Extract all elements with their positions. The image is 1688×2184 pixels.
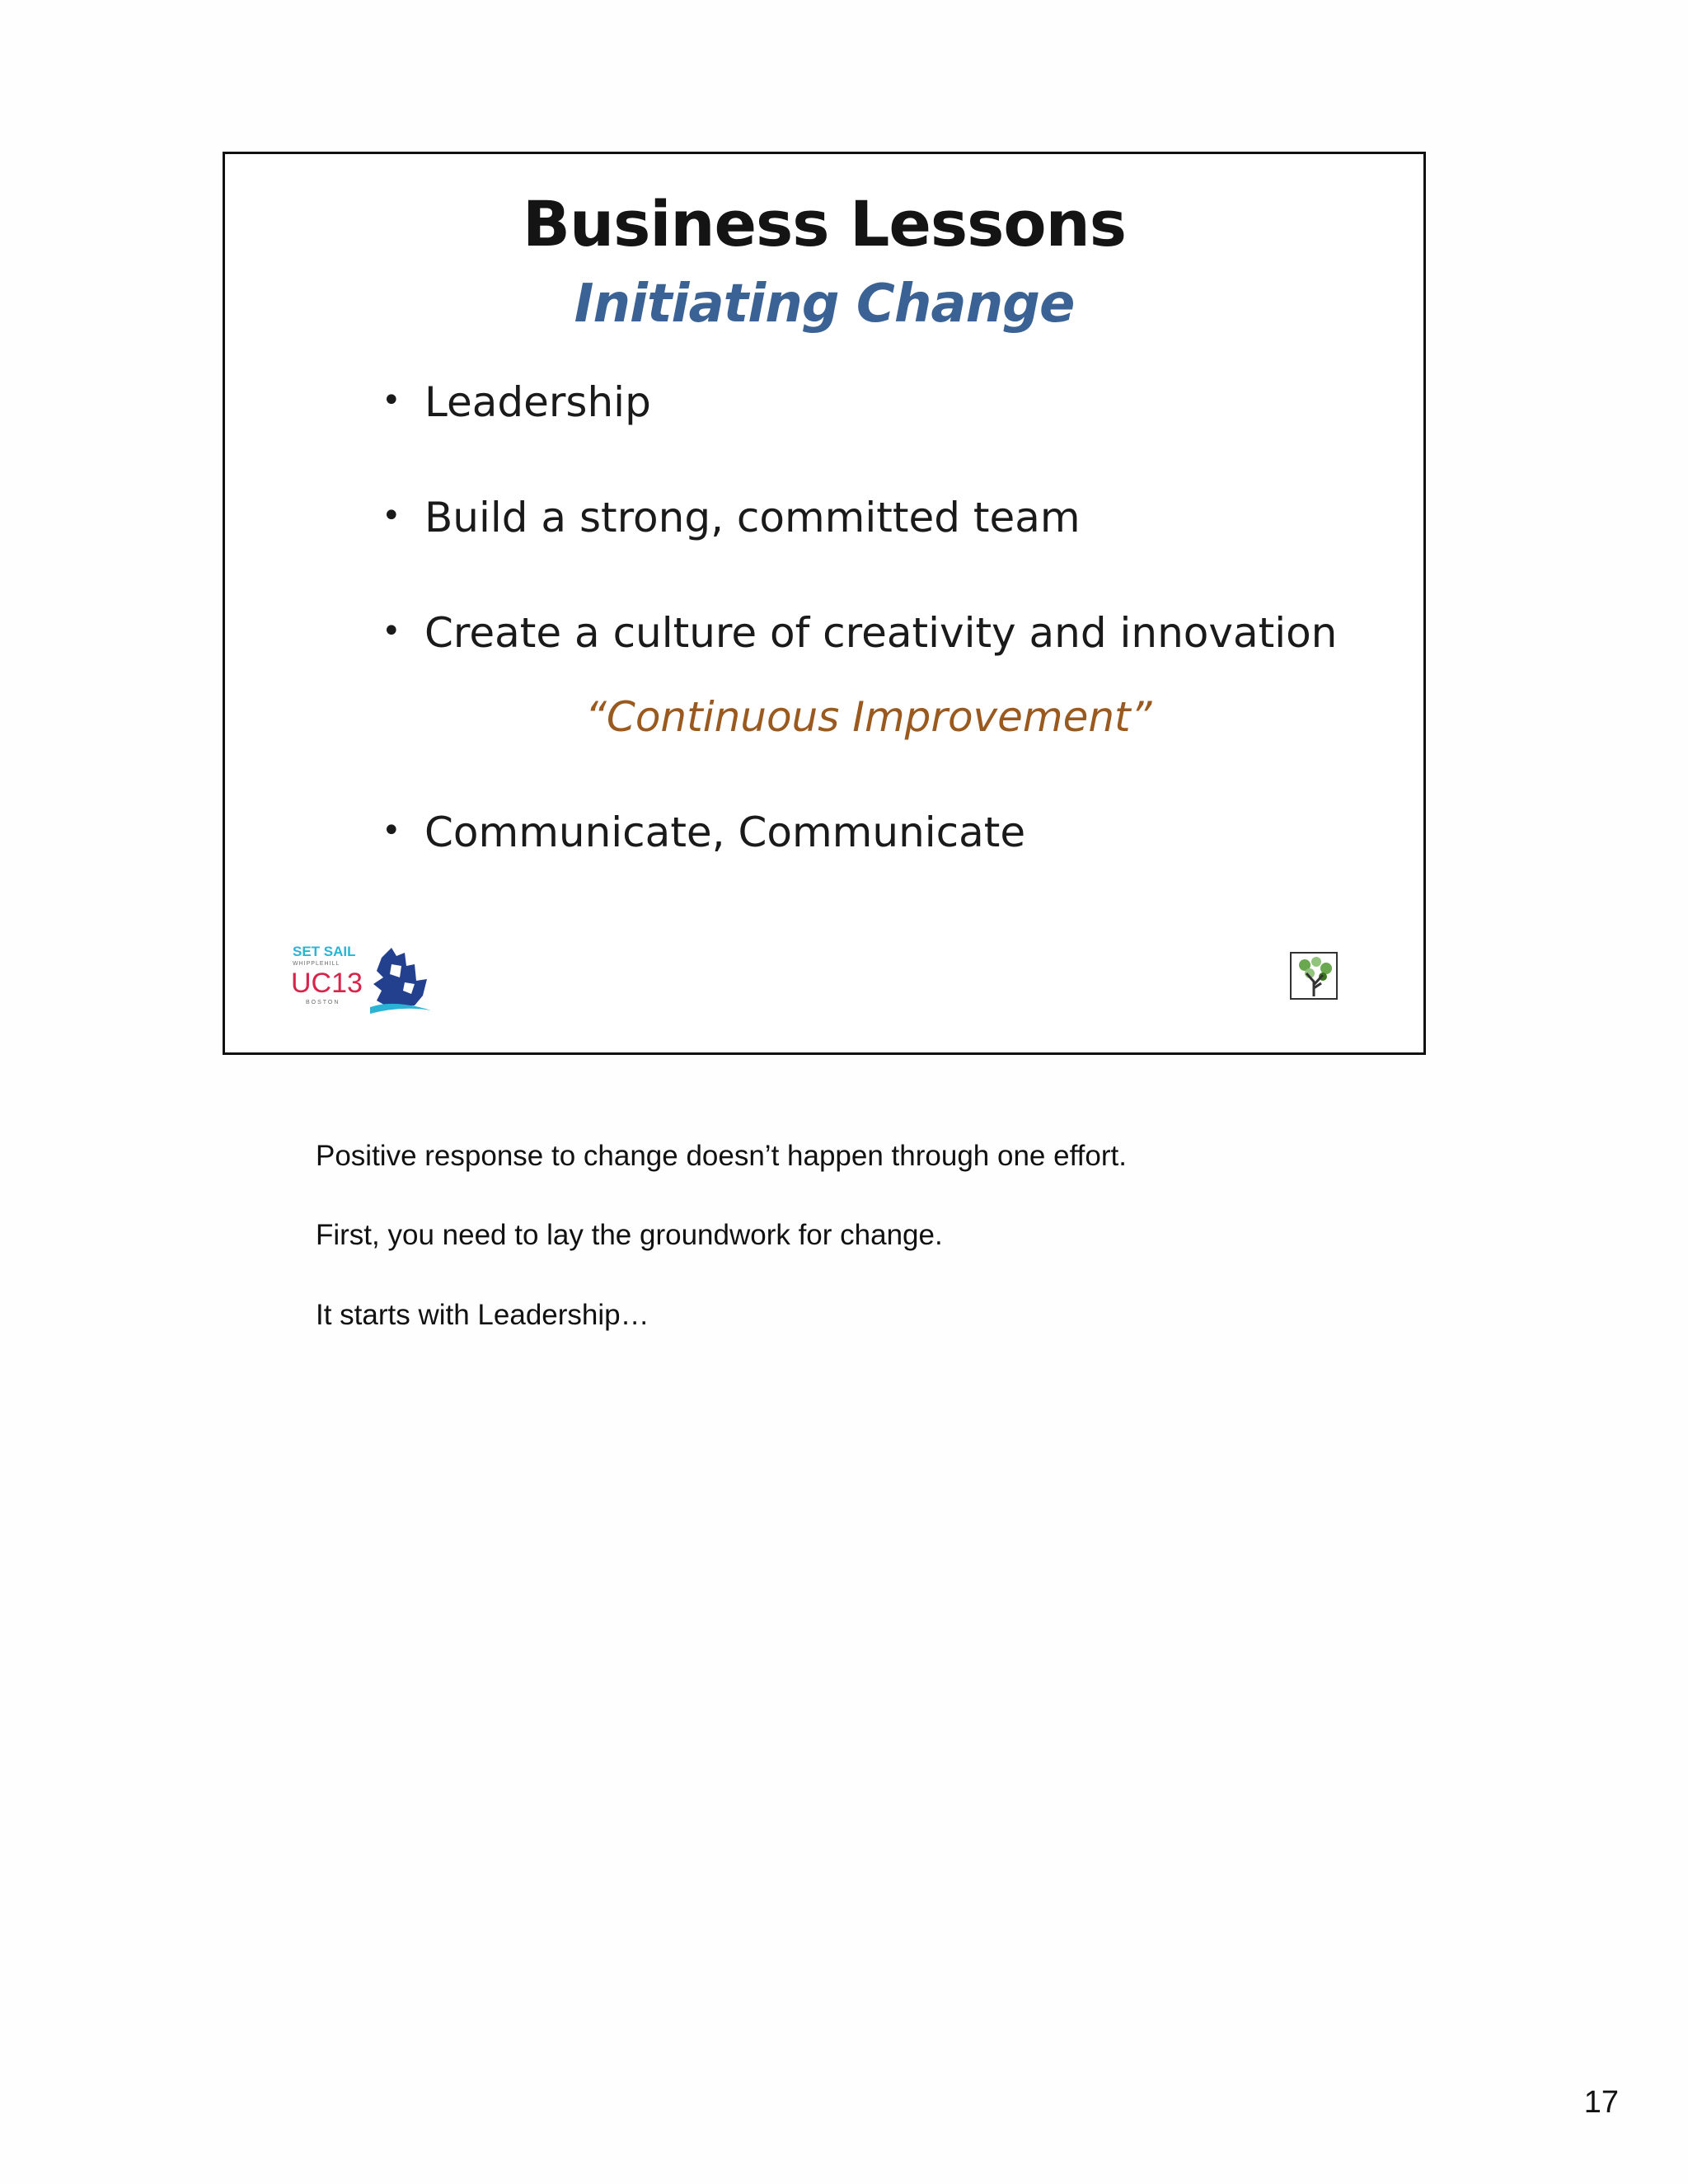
page-number: 17	[1583, 2085, 1619, 2120]
bullet-item	[382, 808, 1025, 856]
bullet-dot-icon: •	[382, 382, 401, 419]
bullet-dot-icon: •	[382, 497, 401, 535]
slide-frame	[223, 152, 1426, 1055]
logo-set-sail: SET SAIL	[293, 944, 356, 959]
bullet-text: Create a culture of creativity and innovation	[424, 609, 1338, 657]
note-line: First, you need to lay the groundwork for change.	[316, 1219, 943, 1251]
logo-boston: BOSTON	[306, 1000, 340, 1005]
continuous-improvement-quote: “Continuous Improvement”	[585, 693, 1152, 741]
tree-logo-icon	[1290, 952, 1338, 1000]
ship-logo-icon	[291, 941, 439, 1019]
slide-title: Business Lessons	[523, 187, 1126, 260]
bullet-item	[382, 378, 651, 426]
note-line: Positive response to change doesn’t happen through one effort.	[316, 1140, 1127, 1172]
slide-subtitle: Initiating Change	[574, 274, 1075, 335]
note-line: It starts with Leadership…	[316, 1299, 649, 1331]
bullet-dot-icon: •	[382, 812, 401, 850]
bullet-item	[382, 609, 1337, 657]
logo-whipplehill: WHIPPLEHILL	[293, 961, 340, 967]
logo-uc13: UC13	[291, 968, 363, 999]
bullet-text: Communicate, Communicate	[424, 808, 1026, 856]
bullet-dot-icon: •	[382, 612, 401, 650]
bullet-item	[382, 494, 1081, 541]
bullet-text: Leadership	[424, 378, 651, 426]
bullet-text: Build a strong, committed team	[424, 494, 1081, 541]
